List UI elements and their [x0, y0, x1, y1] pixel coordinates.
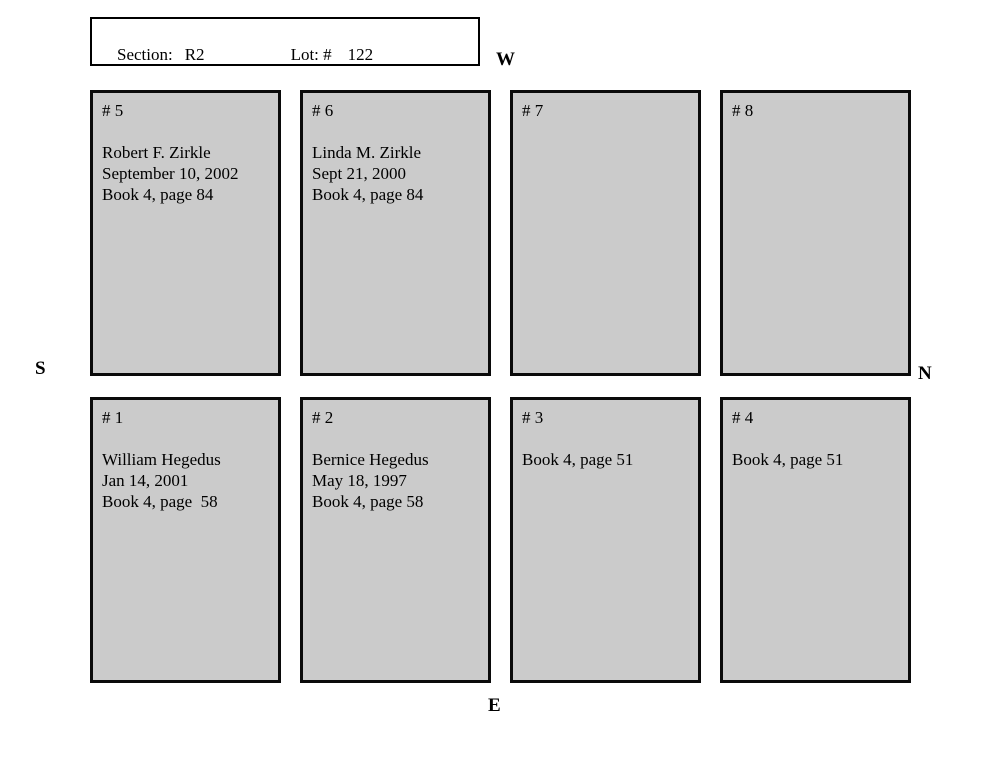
- plot-detail-line: Book 4, page 58: [312, 492, 424, 511]
- plot-detail-line: Book 4, page 84: [102, 185, 214, 204]
- section-lot-header: [90, 17, 480, 66]
- plot-details: [102, 142, 272, 205]
- plot-detail-line: Book 4, page 84: [312, 185, 424, 204]
- plot-box: [90, 90, 281, 376]
- plot-details: [312, 449, 482, 512]
- plot-detail-line: Book 4, page 51: [732, 450, 844, 469]
- plot-number: # 7: [522, 101, 544, 120]
- compass-north-label: N: [918, 363, 932, 384]
- plot-number: # 8: [732, 101, 754, 120]
- plot-grid: [90, 90, 911, 683]
- plot-detail-line: Jan 14, 2001: [102, 471, 189, 490]
- plot-number: # 5: [102, 101, 124, 120]
- plot-details: [732, 449, 902, 470]
- plot-number: # 1: [102, 408, 124, 427]
- plot-box: [510, 397, 701, 683]
- compass-west-label: W: [496, 49, 515, 70]
- plot-detail-line: Book 4, page 58: [102, 492, 218, 511]
- plot-box: [300, 397, 491, 683]
- plot-details: [312, 142, 482, 205]
- plot-number: # 4: [732, 408, 754, 427]
- plot-detail-line: September 10, 2002: [102, 164, 239, 183]
- plot-box: [90, 397, 281, 683]
- plot-box: [720, 397, 911, 683]
- plot-box: [720, 90, 911, 376]
- section-label: Section:: [117, 45, 173, 64]
- compass-east-label: E: [488, 695, 501, 716]
- plot-number: # 3: [522, 408, 544, 427]
- plot-detail-line: Linda M. Zirkle: [312, 143, 422, 162]
- plot-details: [102, 449, 272, 512]
- plot-detail-line: Robert F. Zirkle: [102, 143, 211, 162]
- section-value: R2: [184, 45, 205, 64]
- plot-box: [510, 90, 701, 376]
- plot-detail-line: William Hegedus: [102, 450, 221, 469]
- plot-detail-line: Bernice Hegedus: [312, 450, 429, 469]
- plot-detail-line: Sept 21, 2000: [312, 164, 406, 183]
- lot-value: 122: [347, 45, 374, 64]
- plot-number: # 6: [312, 101, 334, 120]
- plot-detail-line: May 18, 1997: [312, 471, 407, 490]
- plot-number: # 2: [312, 408, 334, 427]
- plot-detail-line: Book 4, page 51: [522, 450, 634, 469]
- plot-details: [522, 449, 692, 470]
- plot-box: [300, 90, 491, 376]
- compass-south-label: S: [35, 358, 46, 379]
- lot-label: Lot: #: [290, 45, 332, 64]
